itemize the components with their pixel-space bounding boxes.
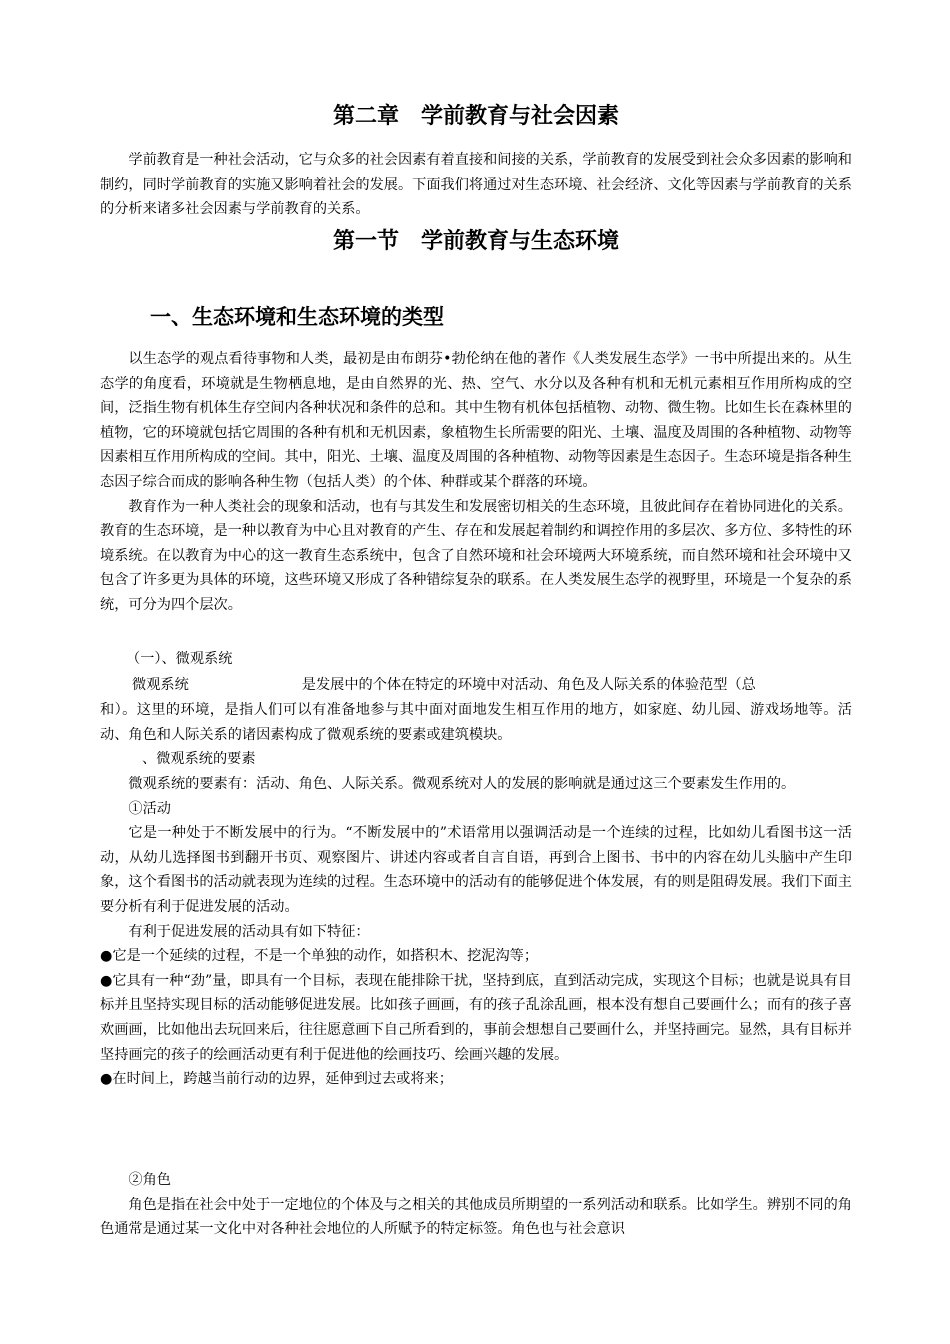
subsection-title: 一、生态环境和生态环境的类型 [150, 305, 444, 329]
paragraph: 角色是指在社会中处于一定地位的个体及与之相关的其他成员所期望的一系列活动和联系。比如学生。辨别不同的角色通常是通过某一文化中对各种社会地位的人所赋予的特定标签。角色也与社会意识 [100, 1196, 852, 1238]
paragraph: 有利于促进发展的活动具有如下特征： [128, 923, 370, 940]
micro-definition-text: 是发展中的个体在特定的环境中对活动、角色及人际关系的体验范型（总 [301, 677, 756, 693]
paragraph: 微观系统的要素有：活动、角色、人际关系。微观系统对人的发展的影响就是通过这三个要素发生作用的。 [128, 776, 796, 792]
elements-block [100, 772, 852, 1092]
intro-block [100, 148, 852, 222]
bullet-item: ●在时间上，跨越当前行动的边界，延伸到过去或将来； [100, 1071, 453, 1088]
micro-definition-term: 微观系统 [132, 677, 189, 693]
micro-definition-block [100, 698, 852, 747]
bullet-item: ●它具有一种“劲”量，即具有一个目标，表现在能排除干扰，坚持到底，直到活动完成，实现这个目标；也就是说具有目标并且坚持实现目标的活动能够促进发展。比如孩子画画，有的孩子乱涂乱画，根本没有想自己要画什么；而有的孩子喜欢画画，比如他出去玩回来后，往往愿意画下自己所看到的，事前会想想自己要画什么，并坚持画完。显然，具有目标并坚持画完的孩子的绘画活动更有利于促进他的绘画技巧、绘画兴趣的发展。 [100, 972, 852, 1063]
micro-definition-first-line [132, 673, 756, 698]
activity-heading: ①活动 [128, 800, 171, 817]
chapter-title: 第二章 学前教育与社会因素 [332, 104, 619, 129]
document-page [100, 0, 852, 1344]
role-heading: ②角色 [128, 1172, 171, 1188]
paragraph: 以生态学的观点看待事物和人类，最初是由布朗芬•勃伦纳在他的著作《人类发展生态学》一书中所提出来的。从生态学的角度看，环境就是生物栖息地，是由自然界的光、热、空气、水分以及各种有机和无机元素相互作用所构成的空间，泛指生物有机体生存空间内各种状况和条件的总和。其中生物有机体包括植物、动物、微生物。比如生长在森林里的植物，它的环境就包括它周围的各种有机和无机因素，象植物生长所需要的阳光、土壤、温度及周围的各种植物、动物等因素相互作用所构成的空间。其中，阳光、土壤、温度及周围的各种植物、动物等因素是生态因子。生态环境是指各种生态因子综合而成的影响各种生物（包括人类）的个体、种群或某个群落的环境。 [100, 351, 852, 490]
elements-heading: 、微观系统的要素 [142, 751, 256, 767]
ecology-block [100, 347, 852, 618]
micro-heading: （一）、微观系统 [126, 651, 233, 667]
paragraph: 它是一种处于不断发展中的行为。“不断发展中的”术语常用以强调活动是一个连续的过程，比如幼儿看图书这一活动，从幼儿选择图书到翻开书页、观察图片、讲述内容或者自言自语，再到合上图书、书中的内容在幼儿头脑中产生印象，这个看图书的活动就表现为连续的过程。生态环境中的活动有的能够促进个体发展，有的则是阻碍发展。我们下面主要分析有利于促进发展的活动。 [100, 825, 852, 915]
paragraph: 教育作为一种人类社会的现象和活动，也有与其发生和发展密切相关的生态环境，且彼此间存在着协同进化的关系。教育的生态环境，是一种以教育为中心且对教育的产生、存在和发展起着制约和调控作用的多层次、多方位、多特性的环境系统。在以教育为中心的这一教育生态系统中，包含了自然环境和社会环境两大环境系统，而自然环境和社会环境中又包含了许多更为具体的环境，这些环境又形成了各种错综复杂的联系。在人类发展生态学的视野里，环境是一个复杂的系统，可分为四个层次。 [100, 498, 852, 613]
role-block [100, 1168, 852, 1242]
intro-paragraph: 学前教育是一种社会活动，它与众多的社会因素有着直接和间接的关系，学前教育的发展受到社会众多因素的影响和制约，同时学前教育的实施又影响着社会的发展。下面我们将通过对生态环境、社会经济、文化等因素与学前教育的关系的分析来诸多社会因素与学前教育的关系。 [100, 152, 852, 218]
bullet-item: ●它是一个延续的过程，不是一个单独的动作，如搭积木、挖泥沟等； [100, 948, 539, 965]
micro-definition-rest: 和）。这里的环境，是指人们可以有准备地参与其中面对面地发生相互作用的地方，如家庭、幼儿园、游戏场地等。活动、角色和人际关系的诸因素构成了微观系统的要素或建筑模块。 [100, 702, 852, 743]
section-title: 第一节 学前教育与生态环境 [332, 229, 619, 254]
